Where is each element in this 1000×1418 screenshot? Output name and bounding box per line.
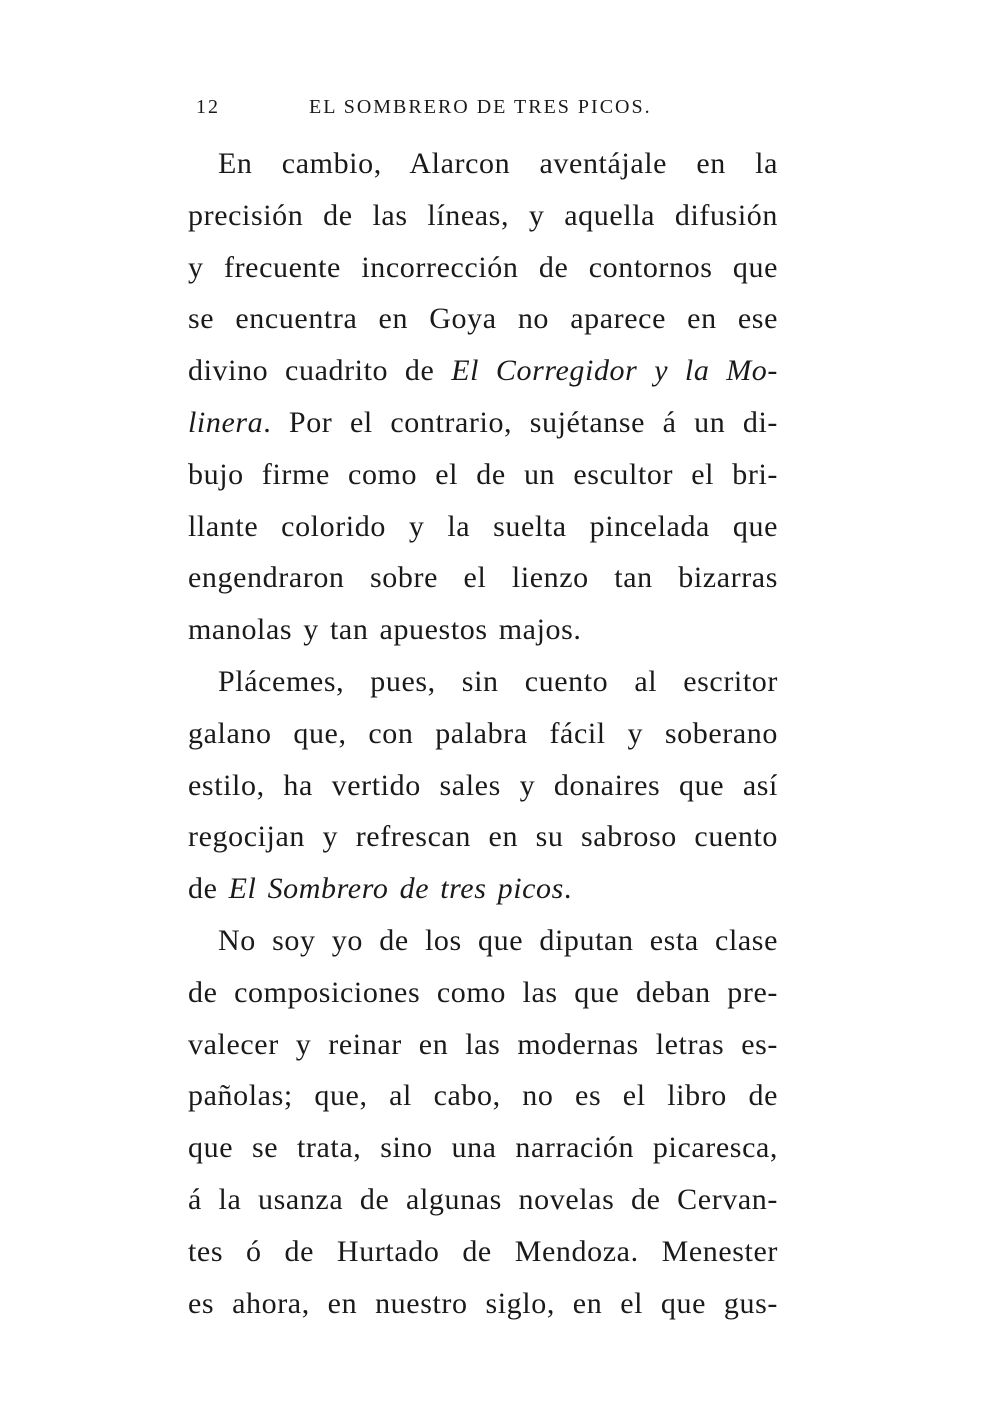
text-line: regocijan y refrescan en su sabroso cuento [188,820,778,854]
text-line: á la usanza de algunas novelas de Cervan- [188,1182,778,1216]
paragraph-1 [188,138,778,656]
body-text [188,138,778,1329]
italic-title-segment: El Corregidor y la Mo- [451,354,778,388]
text-line: se encuentra en Goya no aparece en ese [188,302,778,336]
page-header [196,96,676,126]
italic-title-segment: linera [188,405,264,439]
text-line: No soy yo de los que diputan esta clase [218,923,778,957]
text-segment: . [563,872,573,906]
text-segment: de [188,872,229,906]
text-line-mixed [188,863,778,915]
text-line: tes ó de Hurtado de Mendoza. Menester [188,1234,778,1268]
text-line: estilo, ha vertido sales y donaires que así [188,768,778,802]
text-line: precisión de las líneas, y aquella difusión [188,198,778,232]
text-line: y frecuente incorrección de contornos que [188,250,778,284]
text-line: bujo firme como el de un escultor el bri- [188,457,778,491]
text-line-mixed [188,397,778,449]
text-line: pañolas; que, al cabo, no es el libro de [188,1079,778,1113]
italic-title-segment: El Sombrero de tres picos [228,872,564,906]
running-title: EL SOMBRERO DE TRES PICOS. [309,96,652,118]
text-line: que se trata, sino una narración picaresca, [188,1131,778,1165]
text-line: galano que, con palabra fácil y soberano [188,716,778,750]
text-line: manolas y tan apuestos majos. [188,613,582,647]
paragraph-2 [188,656,778,915]
text-line: valecer y reinar en las modernas letras es- [188,1027,778,1061]
text-line: Plácemes, pues, sin cuento al escritor [218,664,778,698]
page-number: 12 [196,96,220,118]
text-segment: divino cuadrito de [188,354,452,388]
text-line: engendraron sobre el lienzo tan bizarras [188,561,778,595]
paragraph-3 [188,915,778,1329]
text-line: es ahora, en nuestro siglo, en el que gus- [188,1286,778,1320]
text-line: En cambio, Alarcon aventájale en la [218,147,778,180]
text-line-mixed [188,345,778,397]
text-segment: . Por el contrario, sujétanse á un di- [263,405,778,439]
text-line: de composiciones como las que deban pre- [188,975,778,1009]
text-line: llante colorido y la suelta pincelada que [188,509,778,543]
